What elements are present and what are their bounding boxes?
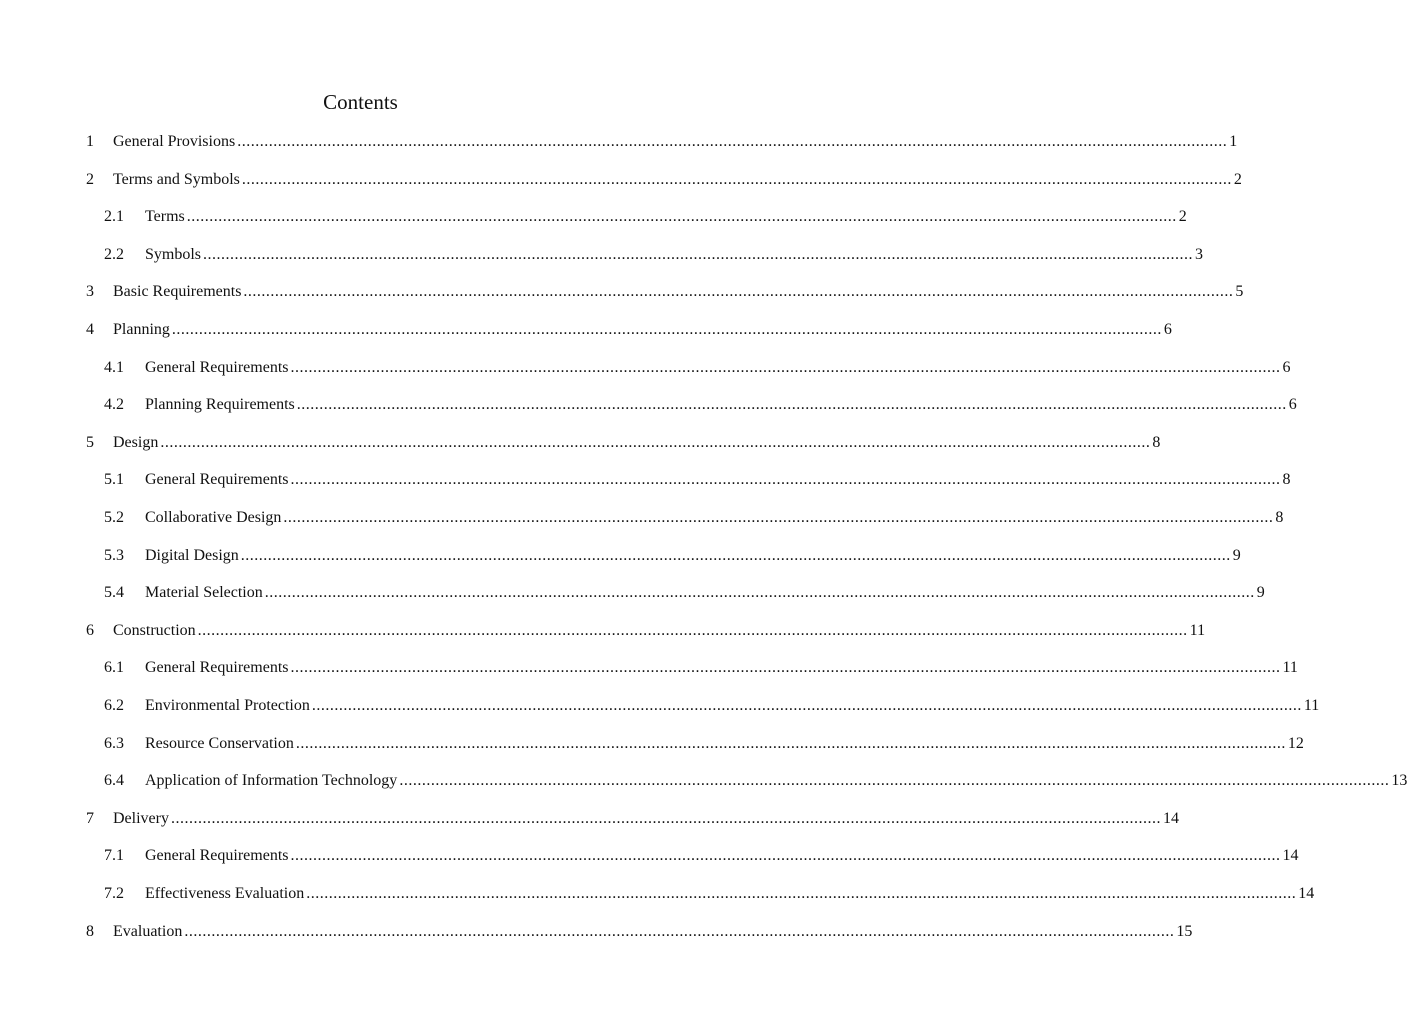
toc-entry-title: Digital Design xyxy=(145,547,239,564)
toc-entry-page-number: 9 xyxy=(1256,584,1265,601)
toc-entry-page-number: 6 xyxy=(1282,359,1291,376)
toc-entry-title: General Requirements xyxy=(145,847,289,864)
dot-leader: ............................................................................................................................................................................................................................ xyxy=(290,359,1281,376)
toc-entry-title: Terms xyxy=(145,208,185,225)
dot-leader: ............................................................................................................................................................................................................................ xyxy=(241,171,1232,188)
toc-entry[interactable] xyxy=(0,582,1265,604)
toc-entry-title: Delivery xyxy=(113,810,169,827)
toc-entry-page-number: 11 xyxy=(1303,697,1320,714)
toc-entry[interactable] xyxy=(0,507,1284,529)
toc-entry-line xyxy=(145,244,1204,266)
page-title: Contents xyxy=(323,90,398,114)
dot-leader: ............................................................................................................................................................................................................................ xyxy=(290,659,1281,676)
toc-entry[interactable] xyxy=(0,883,1315,905)
toc-entry-number: 5.3 xyxy=(104,547,124,564)
toc-entry[interactable] xyxy=(0,244,1204,266)
toc-entry-line xyxy=(113,432,1161,454)
toc-entry-title: Design xyxy=(113,434,159,451)
toc-entry-page-number: 6 xyxy=(1163,321,1172,338)
toc-entry-page-number: 2 xyxy=(1233,171,1242,188)
toc-entry-line xyxy=(145,545,1241,567)
toc-entry-line xyxy=(113,808,1179,830)
toc-entry-page-number: 12 xyxy=(1287,735,1304,752)
dot-leader: ............................................................................................................................................................................................................................ xyxy=(306,885,1297,902)
toc-entry-line xyxy=(145,394,1297,416)
toc-entry-title: Construction xyxy=(113,622,196,639)
toc-entry[interactable] xyxy=(0,394,1297,416)
toc-entry[interactable] xyxy=(0,921,1193,943)
toc-entry[interactable] xyxy=(0,469,1291,491)
toc-entry-number: 5.4 xyxy=(104,584,124,601)
toc-entry-number: 4.2 xyxy=(104,396,124,413)
toc-entry-number: 8 xyxy=(86,923,94,940)
toc-entry-page-number: 14 xyxy=(1282,847,1299,864)
toc-entry-line xyxy=(113,921,1193,943)
toc-entry-page-number: 2 xyxy=(1178,208,1187,225)
toc-entry-line xyxy=(145,507,1284,529)
toc-entry-title: Terms and Symbols xyxy=(113,171,240,188)
toc-entry-line xyxy=(145,357,1291,379)
toc-entry-page-number: 8 xyxy=(1275,509,1284,526)
dot-leader: ............................................................................................................................................................................................................................ xyxy=(237,133,1228,150)
toc-entry[interactable] xyxy=(0,357,1291,379)
toc-entry-line xyxy=(145,733,1304,755)
dot-leader: ............................................................................................................................................................................................................................ xyxy=(203,246,1194,263)
toc-entry-number: 6.2 xyxy=(104,697,124,714)
toc-entry[interactable] xyxy=(0,770,1407,792)
toc-entry-title: General Requirements xyxy=(145,659,289,676)
toc-entry-number: 6.3 xyxy=(104,735,124,752)
dot-leader: ............................................................................................................................................................................................................................ xyxy=(171,321,1162,338)
toc-entry-title: Collaborative Design xyxy=(145,509,282,526)
toc-entry-line xyxy=(145,845,1299,867)
dot-leader: ............................................................................................................................................................................................................................ xyxy=(184,923,1175,940)
toc-entry[interactable] xyxy=(0,733,1304,755)
toc-entry-page-number: 6 xyxy=(1288,396,1297,413)
toc-entry[interactable] xyxy=(0,845,1299,867)
toc-entry-line xyxy=(145,657,1298,679)
toc-entry-page-number: 3 xyxy=(1195,246,1204,263)
toc-entry-line xyxy=(113,620,1206,642)
toc-entry-number: 1 xyxy=(86,133,94,150)
toc-entry-page-number: 8 xyxy=(1282,471,1291,488)
toc-entry[interactable] xyxy=(0,319,1172,341)
dot-leader: ............................................................................................................................................................................................................................ xyxy=(296,396,1287,413)
toc-entry-title: Basic Requirements xyxy=(113,283,242,300)
toc-entry-number: 2 xyxy=(86,171,94,188)
dot-leader: ............................................................................................................................................................................................................................ xyxy=(290,471,1281,488)
toc-entry-title: Symbols xyxy=(145,246,202,263)
toc-entry-page-number: 11 xyxy=(1189,622,1206,639)
dot-leader: ............................................................................................................................................................................................................................ xyxy=(240,547,1231,564)
dot-leader: ............................................................................................................................................................................................................................ xyxy=(311,697,1302,714)
dot-leader: ............................................................................................................................................................................................................................ xyxy=(399,772,1390,789)
dot-leader: ............................................................................................................................................................................................................................ xyxy=(186,208,1177,225)
toc-entry-title: General Provisions xyxy=(113,133,236,150)
toc-entry-page-number: 14 xyxy=(1162,810,1179,827)
toc-entry[interactable] xyxy=(0,545,1241,567)
dot-leader: ............................................................................................................................................................................................................................ xyxy=(160,434,1151,451)
toc-entry-page-number: 13 xyxy=(1391,772,1407,789)
toc-entry-number: 7.2 xyxy=(104,885,124,902)
toc-entry-line xyxy=(113,319,1172,341)
toc-entry-line xyxy=(145,582,1265,604)
toc-entry-line xyxy=(113,281,1244,303)
toc-entry-line xyxy=(145,695,1320,717)
toc-entry[interactable] xyxy=(0,131,1238,153)
toc-entry-title: General Requirements xyxy=(145,471,289,488)
toc-entry-number: 7 xyxy=(86,810,94,827)
toc-entry-number: 5.2 xyxy=(104,509,124,526)
toc-entry-number: 2.1 xyxy=(104,208,124,225)
toc-entry-number: 6.1 xyxy=(104,659,124,676)
toc-entry[interactable] xyxy=(0,620,1206,642)
toc-entry-number: 6.4 xyxy=(104,772,124,789)
toc-entry-page-number: 14 xyxy=(1298,885,1315,902)
toc-entry[interactable] xyxy=(0,808,1179,830)
toc-entry-page-number: 15 xyxy=(1176,923,1193,940)
dot-leader: ............................................................................................................................................................................................................................ xyxy=(295,735,1286,752)
toc-entry-number: 5 xyxy=(86,434,94,451)
toc-entry-number: 4 xyxy=(86,321,94,338)
toc-entry-number: 6 xyxy=(86,622,94,639)
toc-entry-title: Planning Requirements xyxy=(145,396,295,413)
toc-entry-title: Environmental Protection xyxy=(145,697,310,714)
toc-entry[interactable] xyxy=(0,695,1320,717)
toc-entry-number: 4.1 xyxy=(104,359,124,376)
toc-entry-page-number: 9 xyxy=(1232,547,1241,564)
toc-entry-number: 5.1 xyxy=(104,471,124,488)
toc-entry-title: Material Selection xyxy=(145,584,263,601)
toc-entry-number: 3 xyxy=(86,283,94,300)
dot-leader: ............................................................................................................................................................................................................................ xyxy=(290,847,1281,864)
toc-entry[interactable] xyxy=(0,281,1244,303)
toc-entry-title: Evaluation xyxy=(113,923,183,940)
dot-leader: ............................................................................................................................................................................................................................ xyxy=(264,584,1255,601)
dot-leader: ............................................................................................................................................................................................................................ xyxy=(243,283,1234,300)
toc-entry-page-number: 5 xyxy=(1235,283,1244,300)
dot-leader: ............................................................................................................................................................................................................................ xyxy=(283,509,1274,526)
toc-entry-title: Application of Information Technology xyxy=(145,772,398,789)
toc-entry-line xyxy=(113,131,1238,153)
toc-entry[interactable] xyxy=(0,432,1161,454)
toc-entry[interactable] xyxy=(0,169,1242,191)
toc-entry-title: Resource Conservation xyxy=(145,735,294,752)
toc-entry-number: 2.2 xyxy=(104,246,124,263)
toc-entry[interactable] xyxy=(0,657,1298,679)
dot-leader: ............................................................................................................................................................................................................................ xyxy=(170,810,1161,827)
toc-entry-line xyxy=(145,770,1407,792)
dot-leader: ............................................................................................................................................................................................................................ xyxy=(197,622,1188,639)
toc-entry-page-number: 11 xyxy=(1282,659,1298,676)
toc-entry-page-number: 8 xyxy=(1152,434,1161,451)
toc-entry-title: Effectiveness Evaluation xyxy=(145,885,305,902)
toc-entry-title: Planning xyxy=(113,321,170,338)
toc-entry[interactable] xyxy=(0,206,1187,228)
toc-entry-title: General Requirements xyxy=(145,359,289,376)
toc-entry-line xyxy=(145,883,1315,905)
toc-entry-line xyxy=(145,206,1187,228)
toc-entry-line xyxy=(113,169,1242,191)
toc-entry-line xyxy=(145,469,1291,491)
toc-entry-number: 7.1 xyxy=(104,847,124,864)
toc-entry-page-number: 1 xyxy=(1229,133,1238,150)
